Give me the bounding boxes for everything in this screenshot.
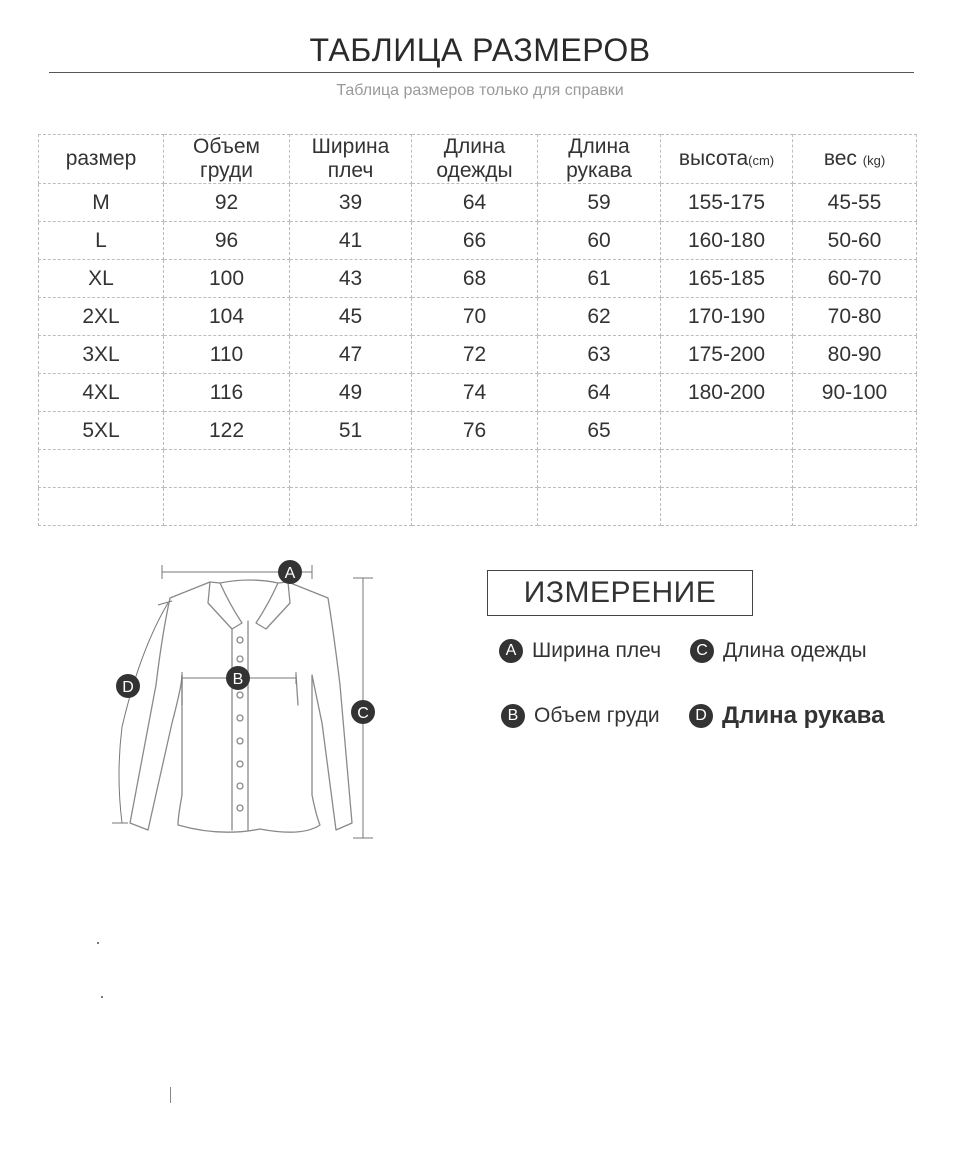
table-row [39, 450, 917, 488]
title-divider [49, 72, 914, 73]
header-chest: Объем груди [164, 135, 290, 184]
cell-weight: 45-55 [793, 184, 917, 222]
cell-chest: 96 [164, 222, 290, 260]
cell-shoulder: 51 [290, 412, 412, 450]
cell-shoulder: 47 [290, 336, 412, 374]
cell-length: 64 [412, 184, 538, 222]
cell-height: 175-200 [661, 336, 793, 374]
cell-shoulder: 49 [290, 374, 412, 412]
cell-height: 160-180 [661, 222, 793, 260]
legend-label-shoulder: Ширина плеч [532, 639, 662, 662]
size-chart-table [38, 134, 917, 526]
cell-length: 76 [412, 412, 538, 450]
cell-length: 68 [412, 260, 538, 298]
cell-height: 170-190 [661, 298, 793, 336]
legend-badge-c: C [690, 639, 714, 663]
cell-size: XL [39, 260, 164, 298]
cell-sleeve: 63 [538, 336, 661, 374]
legend-badge-d: D [689, 704, 713, 728]
shirt-measurement-diagram [100, 555, 400, 855]
legend-label-length: Длина одежды [723, 639, 867, 662]
cell-weight: 90-100 [793, 374, 917, 412]
table-row [39, 184, 917, 222]
cell-size: 4XL [39, 374, 164, 412]
cell-size: 3XL [39, 336, 164, 374]
table-row [39, 298, 917, 336]
header-length: Длина одежды [412, 135, 538, 184]
cell-chest: 104 [164, 298, 290, 336]
legend-badge-b: B [501, 704, 525, 728]
marker-b [226, 666, 250, 690]
marker-d [116, 674, 140, 698]
cell-length [412, 488, 538, 526]
marker-a [278, 560, 302, 584]
cell-size [39, 450, 164, 488]
page-subtitle: Таблица размеров только для справки [336, 82, 624, 99]
table-row [39, 412, 917, 450]
cell-size: 2XL [39, 298, 164, 336]
marker-a-label: A [284, 565, 296, 582]
cell-chest [164, 488, 290, 526]
header-weight-unit: (kg) [862, 153, 886, 168]
measurement-lines [112, 565, 373, 838]
cell-height [661, 488, 793, 526]
marker-c [351, 700, 375, 724]
cell-length: 72 [412, 336, 538, 374]
table-row [39, 336, 917, 374]
cell-height [661, 412, 793, 450]
header-height-unit: (cm) [748, 153, 775, 168]
cell-size [39, 488, 164, 526]
legend-label-sleeve: Длина рукава [722, 702, 885, 729]
cell-chest: 122 [164, 412, 290, 450]
cell-shoulder: 45 [290, 298, 412, 336]
marker-b-label: B [232, 671, 244, 688]
cell-size: L [39, 222, 164, 260]
cell-sleeve: 65 [538, 412, 661, 450]
cell-height [661, 450, 793, 488]
cell-height: 180-200 [661, 374, 793, 412]
page-title: ТАБЛИЦА РАЗМЕРОВ [309, 32, 651, 68]
legend-item-sleeve [689, 702, 884, 730]
header-height-label: высота [678, 147, 749, 170]
cell-sleeve: 64 [538, 374, 661, 412]
header-height [661, 135, 793, 184]
cell-chest: 116 [164, 374, 290, 412]
cell-shoulder [290, 488, 412, 526]
table-row [39, 222, 917, 260]
cell-shoulder: 41 [290, 222, 412, 260]
cell-shoulder: 43 [290, 260, 412, 298]
cell-height: 165-185 [661, 260, 793, 298]
legend-item-shoulder [499, 639, 661, 663]
cell-shoulder: 39 [290, 184, 412, 222]
cell-weight [793, 488, 917, 526]
cell-sleeve [538, 450, 661, 488]
cell-sleeve [538, 488, 661, 526]
cell-height: 155-175 [661, 184, 793, 222]
legend-label-chest: Объем груди [534, 704, 660, 727]
decorative-dot [97, 942, 99, 944]
cell-length: 66 [412, 222, 538, 260]
cell-chest: 92 [164, 184, 290, 222]
table-row [39, 488, 917, 526]
header-weight [793, 135, 917, 184]
cell-length: 70 [412, 298, 538, 336]
cell-weight: 60-70 [793, 260, 917, 298]
cell-weight [793, 412, 917, 450]
decorative-bar [170, 1087, 171, 1103]
header-sleeve: Длина рукава [538, 135, 661, 184]
table-header-row [39, 135, 917, 184]
cell-weight: 70-80 [793, 298, 917, 336]
marker-d-label: D [122, 679, 134, 696]
cell-shoulder [290, 450, 412, 488]
decorative-dot [101, 996, 103, 998]
header-size: размер [39, 135, 164, 184]
marker-c-label: C [357, 705, 369, 722]
shirt-outline-icon [130, 580, 352, 832]
cell-size: 5XL [39, 412, 164, 450]
cell-sleeve: 61 [538, 260, 661, 298]
header-weight-label: вес [823, 147, 857, 170]
measurement-title: ИЗМЕРЕНИЕ [487, 570, 753, 616]
cell-chest [164, 450, 290, 488]
table-row [39, 374, 917, 412]
cell-weight [793, 450, 917, 488]
legend-item-length [690, 639, 867, 663]
cell-length [412, 450, 538, 488]
header-shoulder: Ширина плеч [290, 135, 412, 184]
legend-badge-a: A [499, 639, 523, 663]
cell-chest: 100 [164, 260, 290, 298]
cell-size: M [39, 184, 164, 222]
cell-chest: 110 [164, 336, 290, 374]
cell-sleeve: 62 [538, 298, 661, 336]
table-row [39, 260, 917, 298]
cell-weight: 80-90 [793, 336, 917, 374]
cell-sleeve: 60 [538, 222, 661, 260]
cell-sleeve: 59 [538, 184, 661, 222]
cell-weight: 50-60 [793, 222, 917, 260]
cell-length: 74 [412, 374, 538, 412]
legend-item-chest [501, 704, 660, 728]
